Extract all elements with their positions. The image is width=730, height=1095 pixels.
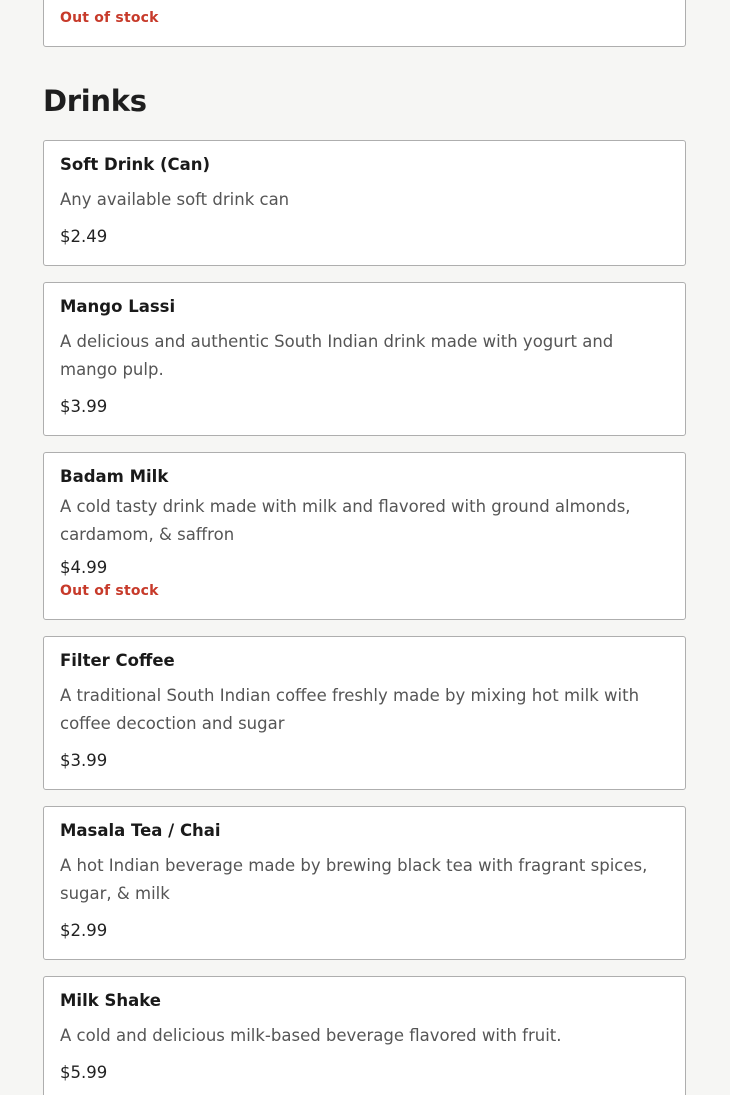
item-name: Masala Tea / Chai (60, 821, 221, 840)
item-price: $4.99 (60, 558, 108, 577)
item-price: $2.99 (60, 921, 108, 940)
item-description: A traditional South Indian coffee freshly made by mixing hot milk with coffee decoction and sugar (60, 686, 640, 733)
out-of-stock-label: Out of stock (60, 10, 159, 26)
section-title-drinks: Drinks (43, 84, 147, 118)
item-description: A cold and delicious milk-based beverage flavored with fruit. (60, 1026, 562, 1045)
menu-item-card-previous[interactable] (43, 0, 686, 47)
menu-item-card[interactable] (43, 806, 686, 960)
menu-item-card[interactable] (43, 636, 686, 790)
item-price: $3.99 (60, 397, 108, 416)
menu-item-card[interactable] (43, 452, 686, 620)
item-price: $3.99 (60, 751, 108, 770)
menu-item-card[interactable] (43, 282, 686, 436)
item-price: $2.49 (60, 227, 108, 246)
item-description: Any available soft drink can (60, 190, 290, 209)
item-description: A cold tasty drink made with milk and flavored with ground almonds, cardamom, & saffron (60, 497, 631, 544)
item-name: Soft Drink (Can) (60, 155, 211, 174)
item-description: A delicious and authentic South Indian drink made with yogurt and mango pulp. (60, 332, 614, 379)
item-description: A hot Indian beverage made by brewing black tea with fragrant spices, sugar, & milk (60, 856, 648, 903)
menu-item-card[interactable] (43, 976, 686, 1095)
menu-item-card[interactable] (43, 140, 686, 266)
item-name: Milk Shake (60, 991, 161, 1010)
item-price: $5.99 (60, 1063, 108, 1082)
item-name: Mango Lassi (60, 297, 176, 316)
item-name: Badam Milk (60, 467, 169, 486)
item-name: Filter Coffee (60, 651, 175, 670)
out-of-stock-label: Out of stock (60, 583, 159, 599)
